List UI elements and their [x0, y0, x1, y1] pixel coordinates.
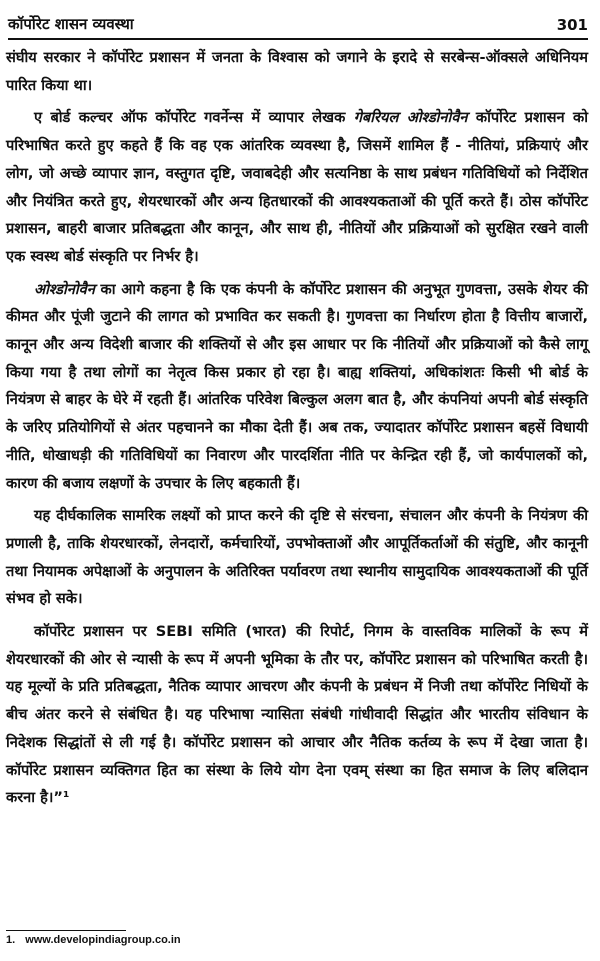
page-number: 301	[556, 16, 588, 34]
body-text	[6, 44, 588, 817]
paragraph-2-rest: कॉर्पोरेट प्रशासन को परिभाषित करते हुए कहते हैं कि वह एक आंतरिक व्यवस्था है, जिसमें शामिल हैं - नीतियां, प्रक्रियाएं और लोग, जो अच्छे व्यापार ज्ञान, वस्तुगत दृष्टि, जवाबदेही और सत्यनिष्ठा के साथ प्रबंधन गतिविधियों को निर्देशित और नियंत्रित करते हुए, शेयरधारकों और अन्य हितधारकों की आवश्यकताओं की पूर्ति करते हैं। ठोस कॉर्पोरेट प्रशासन, बाहरी बाजार प्रतिबद्धता और कानून, और साथ ही, नीतियों और प्रक्रियाओं को सुरक्षित रखने वाली एक स्वस्थ बोर्ड संस्कृति पर निर्भर है।	[6, 109, 588, 265]
footnote-rule	[6, 930, 126, 931]
paragraph-2	[6, 104, 588, 270]
header-rule	[8, 38, 588, 40]
author-name: गेबरियल ओश्डोनोवैन	[353, 109, 468, 127]
paragraph-1: संघीय सरकार ने कॉर्पोरेट प्रशासन में जनता के विश्वास को जगाने के इरादे से सरबेन्स-ऑक्सले अधिनियम पारित किया था।	[6, 49, 588, 94]
footnote-number: 1.	[6, 934, 16, 946]
paragraph-3	[6, 276, 588, 498]
chapter-title: कॉर्पोरेट शासन व्यवस्था	[8, 15, 134, 33]
paragraph-4: यह दीर्घकालिक सामरिक लक्ष्यों को प्राप्त करने की दृष्टि से संरचना, संचालन और कंपनी के नियंत्रण की प्रणाली है, ताकि शेयरधारकों, लेनदारों, कर्मचारियों, उपभोक्ताओं और आपूर्तिकर्ताओं की संतुष्टि, और कानूनी तथा नियामक अपेक्षाओं के अनुपालन के अतिरिक्त पर्यावरण तथा स्थानीय सामुदायिक आवश्यकताओं की पूर्ति संभव हो सके।	[6, 507, 588, 608]
author-name-2: ओश्डोनोवैन	[34, 280, 95, 298]
paragraph-3-rest: का आगे कहना है कि एक कंपनी के कॉर्पोरेट प्रशासन की अनुभूत गुणवत्ता, उसके शेयर की कीमत और पूंजी जुटाने की लागत को प्रभावित कर सकती है। गुणवत्ता का निर्धारण होता है वित्तीय बाजारों, कानून और अन्य विदेशी बाजार की शक्तियों से और इस आधार पर कि नीतियों और प्रक्रियाओं को कैसे लागू किया गया है तथा लोगों का नेतृत्व किस प्रकार हो रहा है। बाह्य शक्तियां, अधिकांशतः किसी भी बोर्ड के नियंत्रण से बाहर के घेरे में रहती हैं। आंतरिक परिवेश बिल्कुल अलग बात है, और कंपनियां अपनी बोर्ड संस्कृति के जरिए प्रतियोगियों से अंतर पहचानने का मौका देती हैं। अब तक, ज्यादातर कॉर्पोरेट प्रशासन बहसें विधायी नीति, धोखाधड़ी की गतिविधियों का निवारण और पारदर्शिता नीति पर केन्द्रित रही हैं, जो कार्यपालकों को, कारण की बजाय लक्षणों के उपचार के लिए बहकाती हैं।	[6, 280, 588, 492]
paragraph-5: कॉर्पोरेट प्रशासन पर SEBI समिति (भारत) की रिपोर्ट, निगम के वास्तविक मालिकों के रूप में शेयरधारकों की ओर से न्यासी के रूप में अपनी भूमिका के तौर पर, कॉर्पोरेट प्रशासन को परिभाषित करती है। यह मूल्यों के प्रति प्रतिबद्धता, नैतिक व्यापार आचरण और कंपनी के प्रबंधन में निजी तथा कॉर्पोरेट निधियों के बीच अंतर करने से संबंधित है। यह परिभाषा न्यासिता संबंधी गांधीवादी सिद्धांत और भारतीय संविधान के निदेशक सिद्धांतों से ली गई है। कॉर्पोरेट प्रशासन को आचार और नैतिक कर्तव्य के रूप में देखा जाता है। कॉर्पोरेट प्रशासन व्यक्तिगत हित का संस्था के लिये योग देना एवम् संस्था का हित समाज के लिए बलिदान करना है।”¹	[6, 623, 588, 807]
footnote-link: www.developindiagroup.co.in	[25, 934, 181, 946]
running-header	[8, 8, 588, 34]
footnote	[6, 934, 181, 946]
paragraph-2-start: ए बोर्ड कल्चर ऑफ कॉर्पोरेट गवर्नेन्स में व्यापार लेखक	[34, 109, 354, 127]
